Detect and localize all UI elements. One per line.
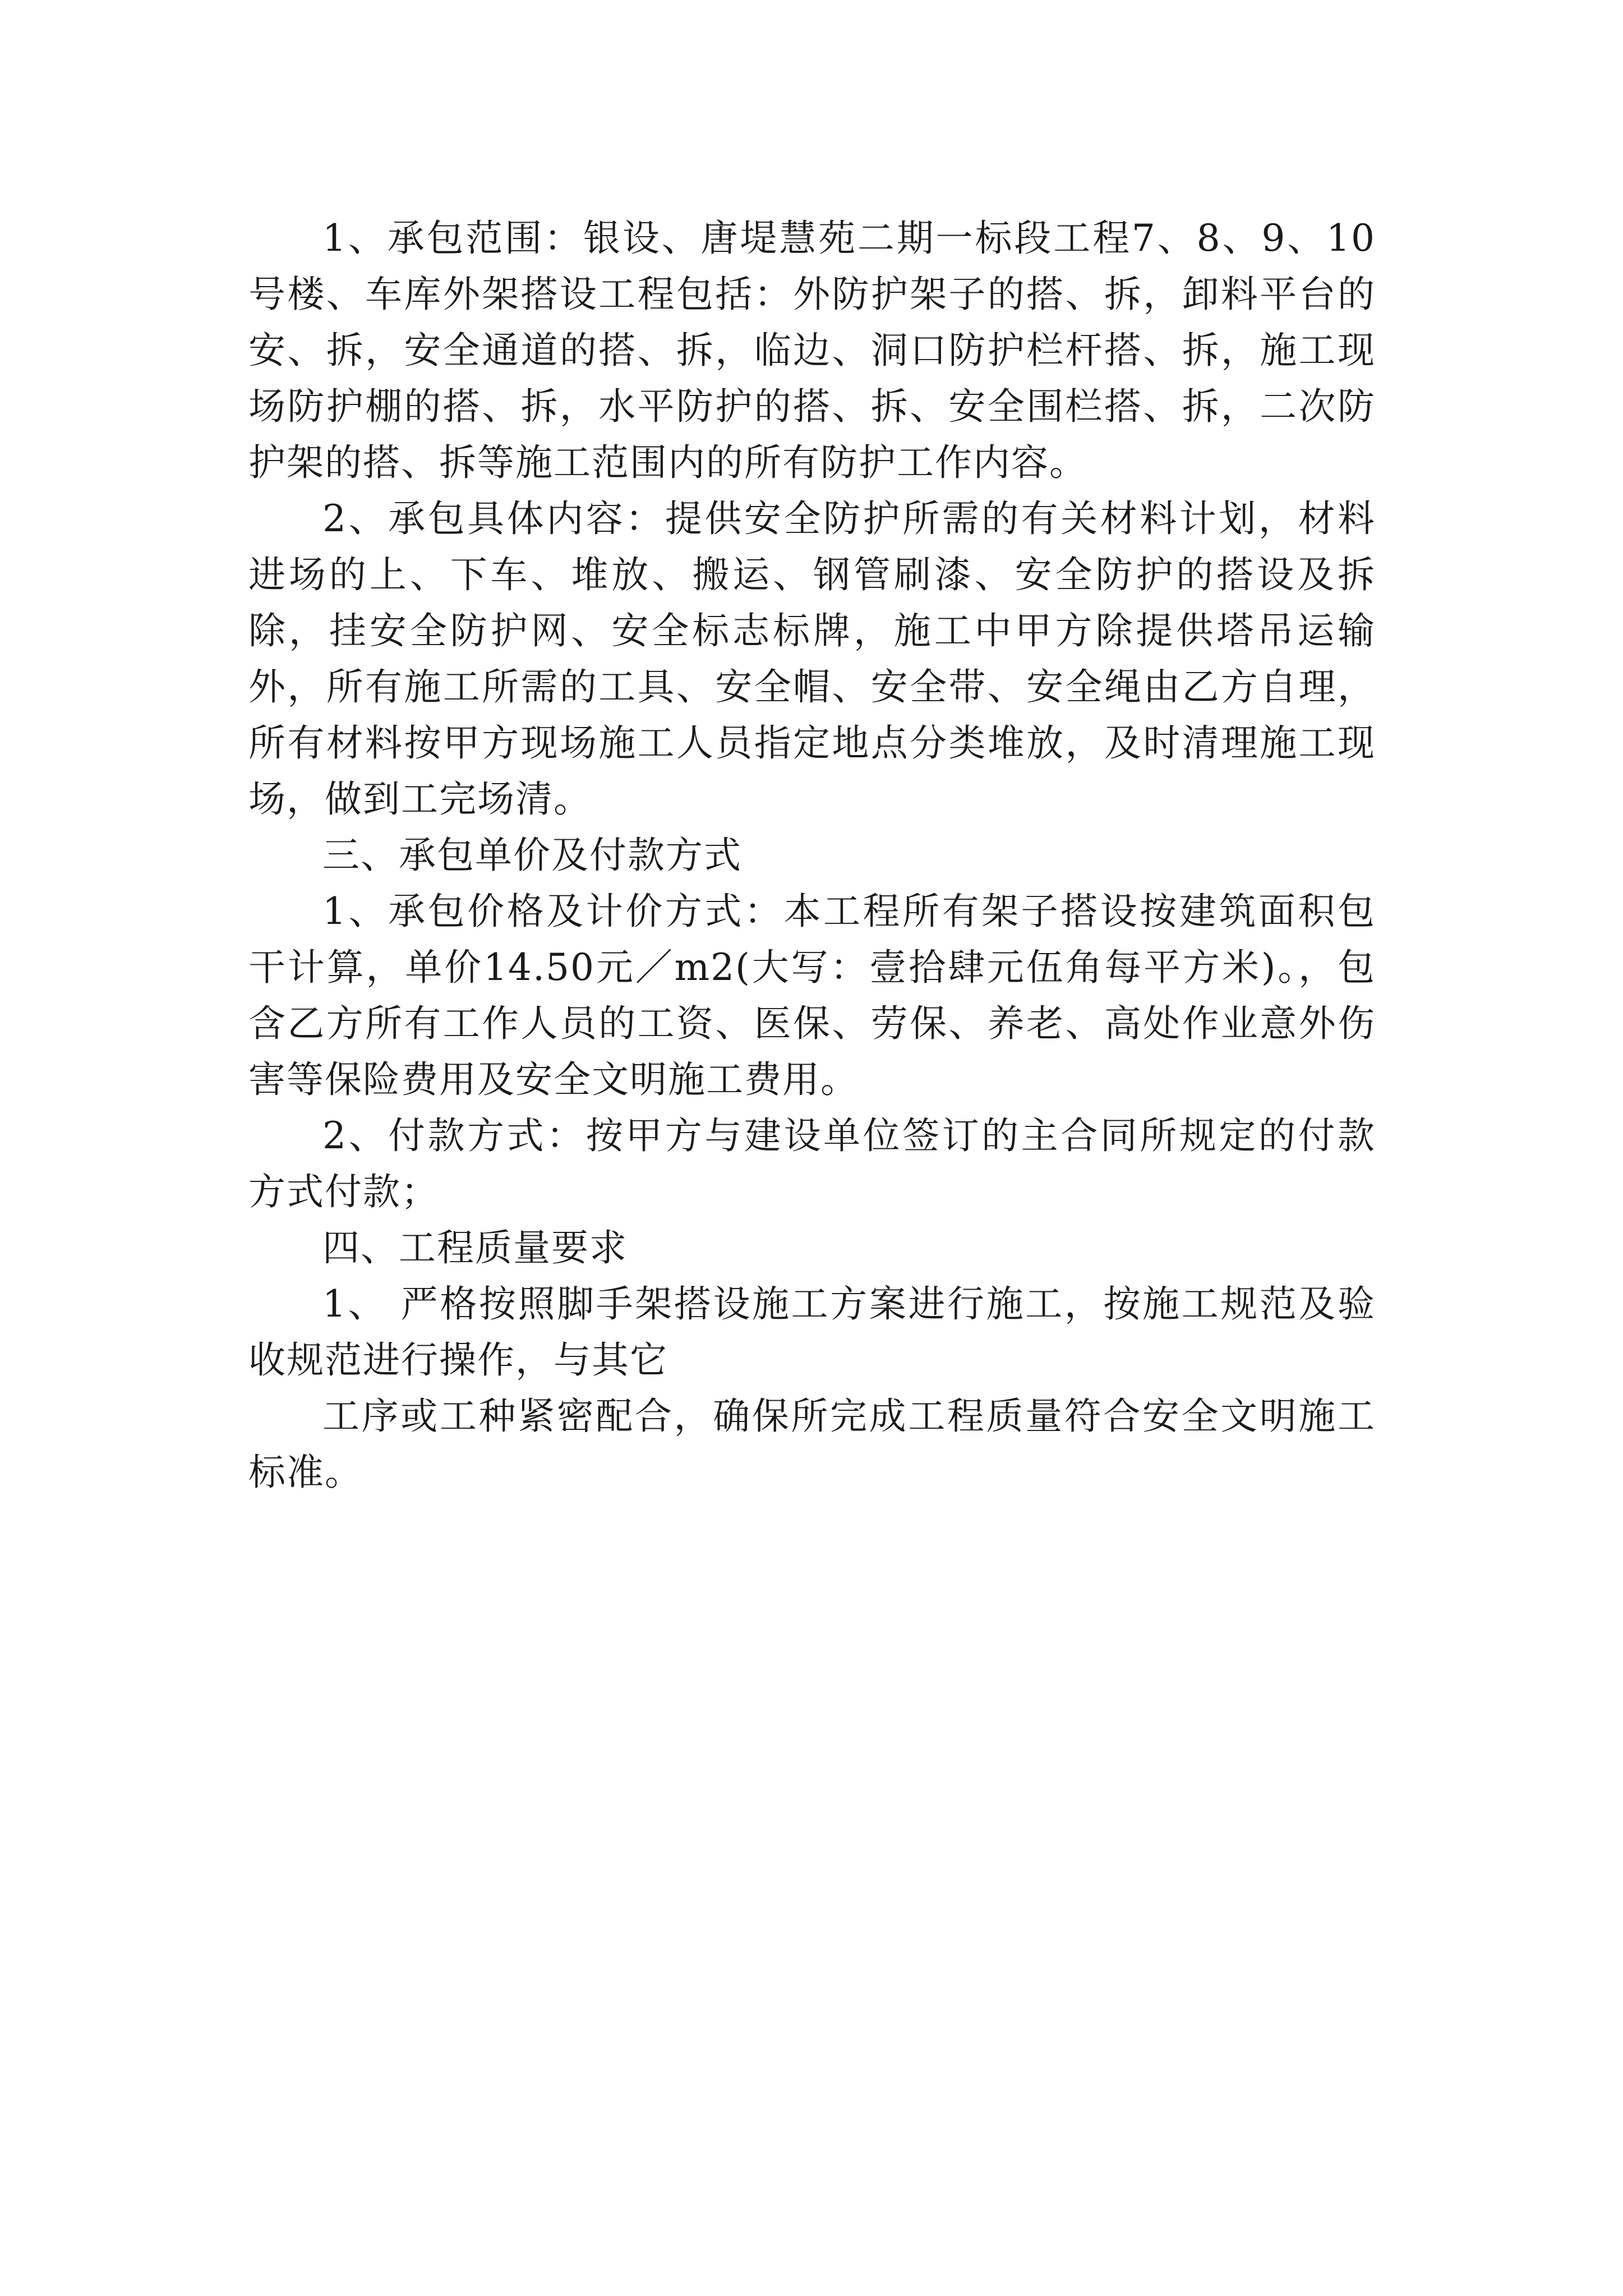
paragraph-quality-1: 1、 严格按照脚手架搭设施工方案进行施工，按施工规范及验收规范进行操作，与其它 (248, 1282, 1376, 1382)
paragraph-scope: 1、承包范围：银设、唐堤慧苑二期一标段工程7、8、9、10号楼、车库外架搭设工程包括：外防护架子的搭、拆，卸料平台的安、拆，安全通道的搭、拆，临边、洞口防护栏杆搭、拆，施工现场防护棚的搭、拆，水平防护的搭、拆、安全围栏搭、拆，二次防护架的搭、拆等施工范围内的所有防护工作内容。 (248, 217, 1376, 484)
section-heading-quality: 四、工程质量要求 (322, 1226, 628, 1269)
paragraph-content: 2、承包具体内容：提供安全防护所需的有关材料计划，材料进场的上、下车、堆放、搬运、钢管刷漆、安全防护的搭设及拆除，挂安全防护网、安全标志标牌，施工中甲方除提供塔吊运输外，所有施工所需的工具、安全帽、安全带、安全绳由乙方自理，所有材料按甲方现场施工人员指定地点分类堆放，及时清理施工现场，做到工完场清。 (248, 497, 1376, 821)
paragraph-pricing: 1、承包价格及计价方式：本工程所有架子搭设按建筑面积包干计算，单价14.50元／m2(大写：壹拾肆元伍角每平方米)。，包含乙方所有工作人员的工资、医保、劳保、养老、高处作业意外伤害等保险费用及安全文明施工费用。 (248, 890, 1376, 1101)
section-heading-pricing: 三、承包单价及付款方式 (322, 834, 742, 877)
paragraph-payment: 2、付款方式：按甲方与建设单位签订的主合同所规定的付款方式付款； (248, 1114, 1376, 1213)
paragraph-quality-2: 工序或工种紧密配合，确保所完成工程质量符合安全文明施工标准。 (248, 1395, 1376, 1494)
document-body (248, 210, 1376, 1501)
